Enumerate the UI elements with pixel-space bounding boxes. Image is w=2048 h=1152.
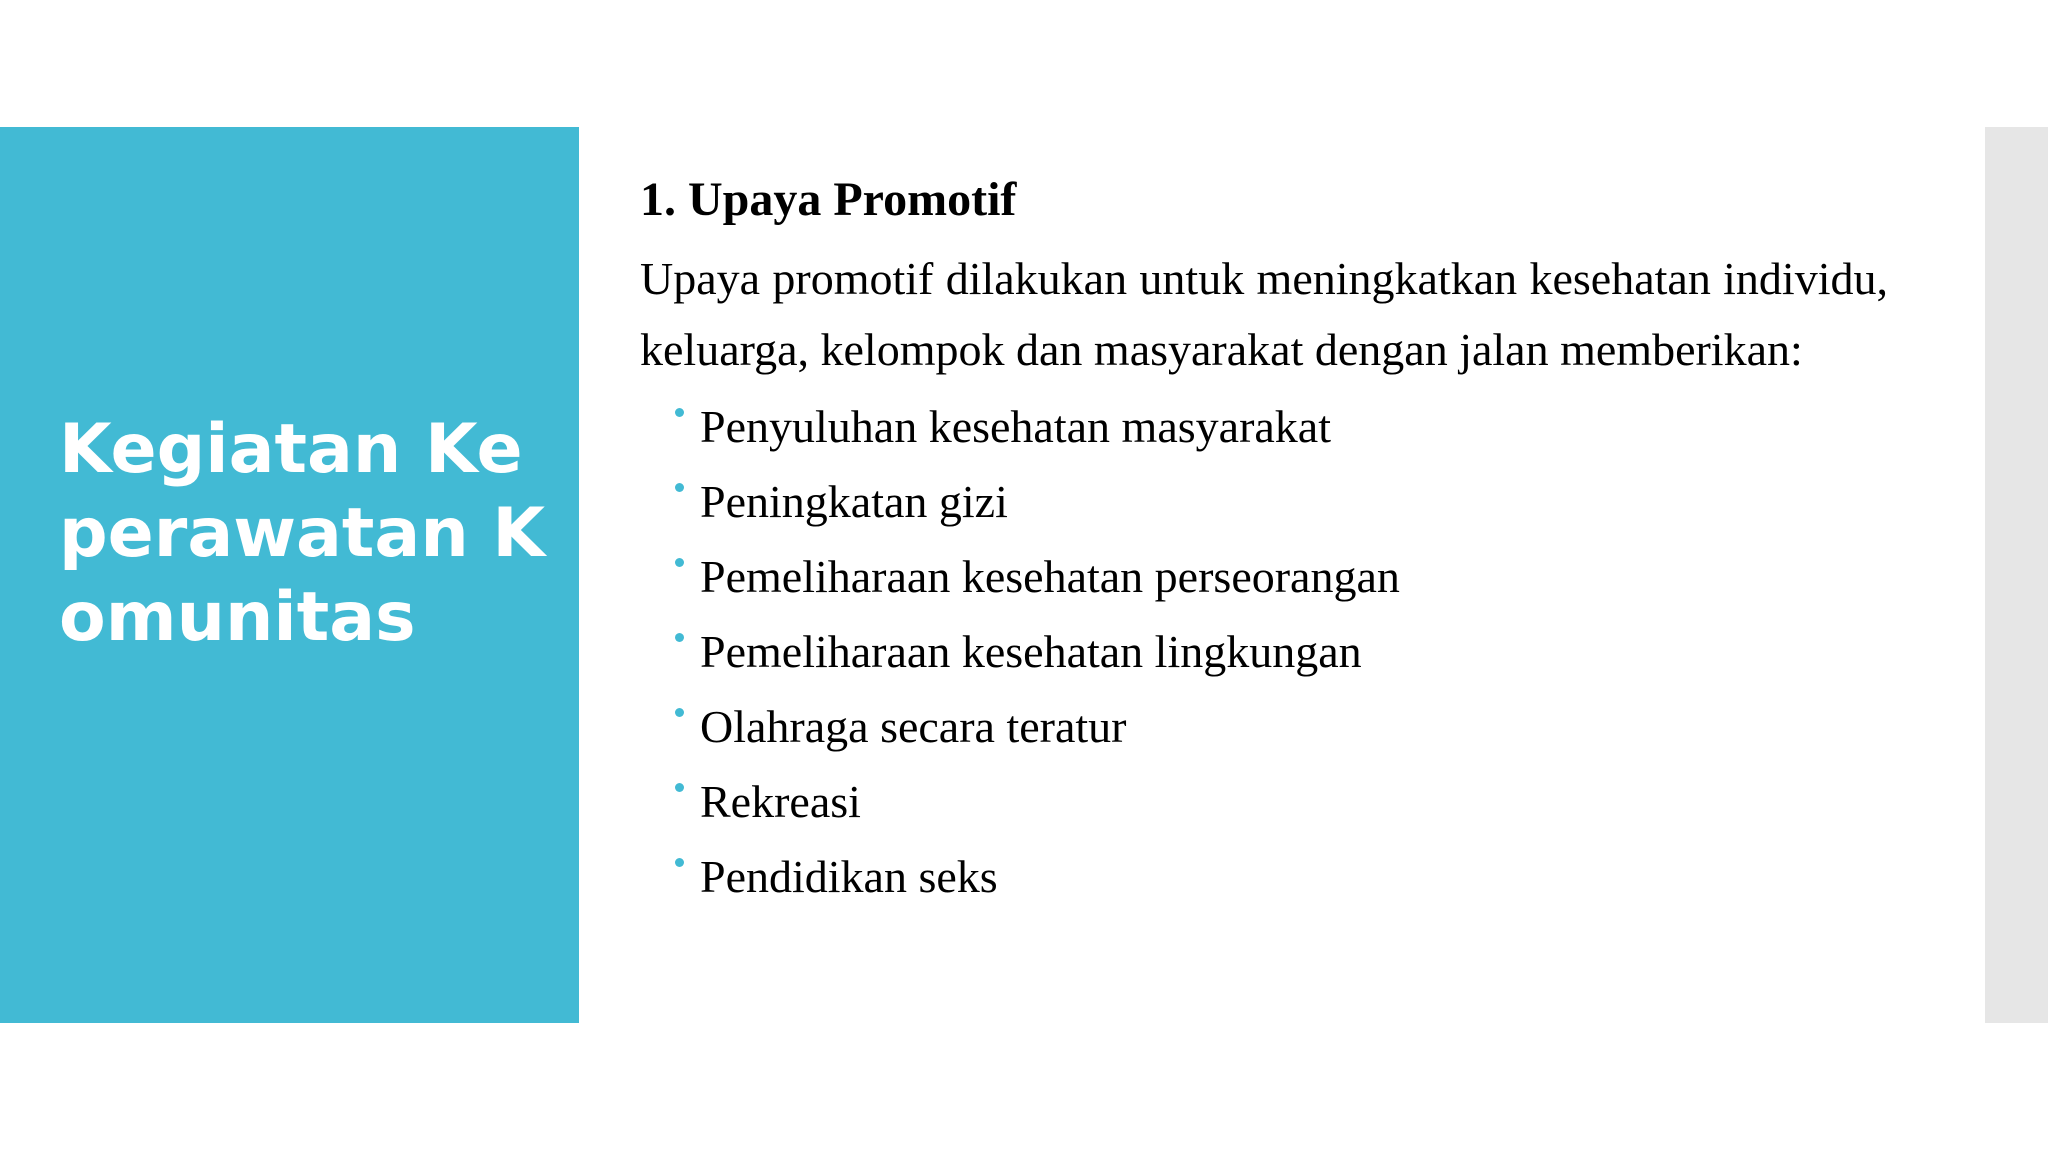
- bullet-item: [640, 539, 1888, 614]
- bullet-icon: [675, 858, 684, 867]
- slide-content: [640, 167, 1888, 914]
- bullet-item: [640, 839, 1888, 914]
- bullet-icon: [675, 783, 684, 792]
- bullet-icon: [675, 558, 684, 567]
- bullet-item: [640, 764, 1888, 839]
- bullet-list: [640, 389, 1888, 914]
- bullet-text: Peningkatan gizi: [700, 476, 1008, 527]
- bullet-icon: [675, 483, 684, 492]
- slide-title: Kegiatan Keperawatan Komunitas: [59, 410, 546, 657]
- right-accent-strip: [1985, 127, 2048, 1023]
- bullet-text: Pemeliharaan kesehatan perseorangan: [700, 551, 1400, 602]
- section-heading: 1. Upaya Promotif: [640, 173, 1017, 226]
- bullet-icon: [675, 708, 684, 717]
- bullet-item: [640, 389, 1888, 464]
- bullet-text: Pemeliharaan kesehatan lingkungan: [700, 626, 1362, 677]
- bullet-icon: [675, 408, 684, 417]
- bullet-text: Rekreasi: [700, 776, 861, 827]
- bullet-item: [640, 689, 1888, 764]
- bullet-item: [640, 464, 1888, 539]
- intro-paragraph: Upaya promotif dilakukan untuk meningkatkan kesehatan individu, keluarga, kelompok dan masyarakat dengan jalan memberikan:: [640, 253, 1888, 375]
- bullet-item: [640, 614, 1888, 689]
- bullet-icon: [675, 633, 684, 642]
- bullet-text: Penyuluhan kesehatan masyarakat: [700, 401, 1331, 452]
- bullet-text: Olahraga secara teratur: [700, 701, 1127, 752]
- bullet-text: Pendidikan seks: [700, 851, 998, 902]
